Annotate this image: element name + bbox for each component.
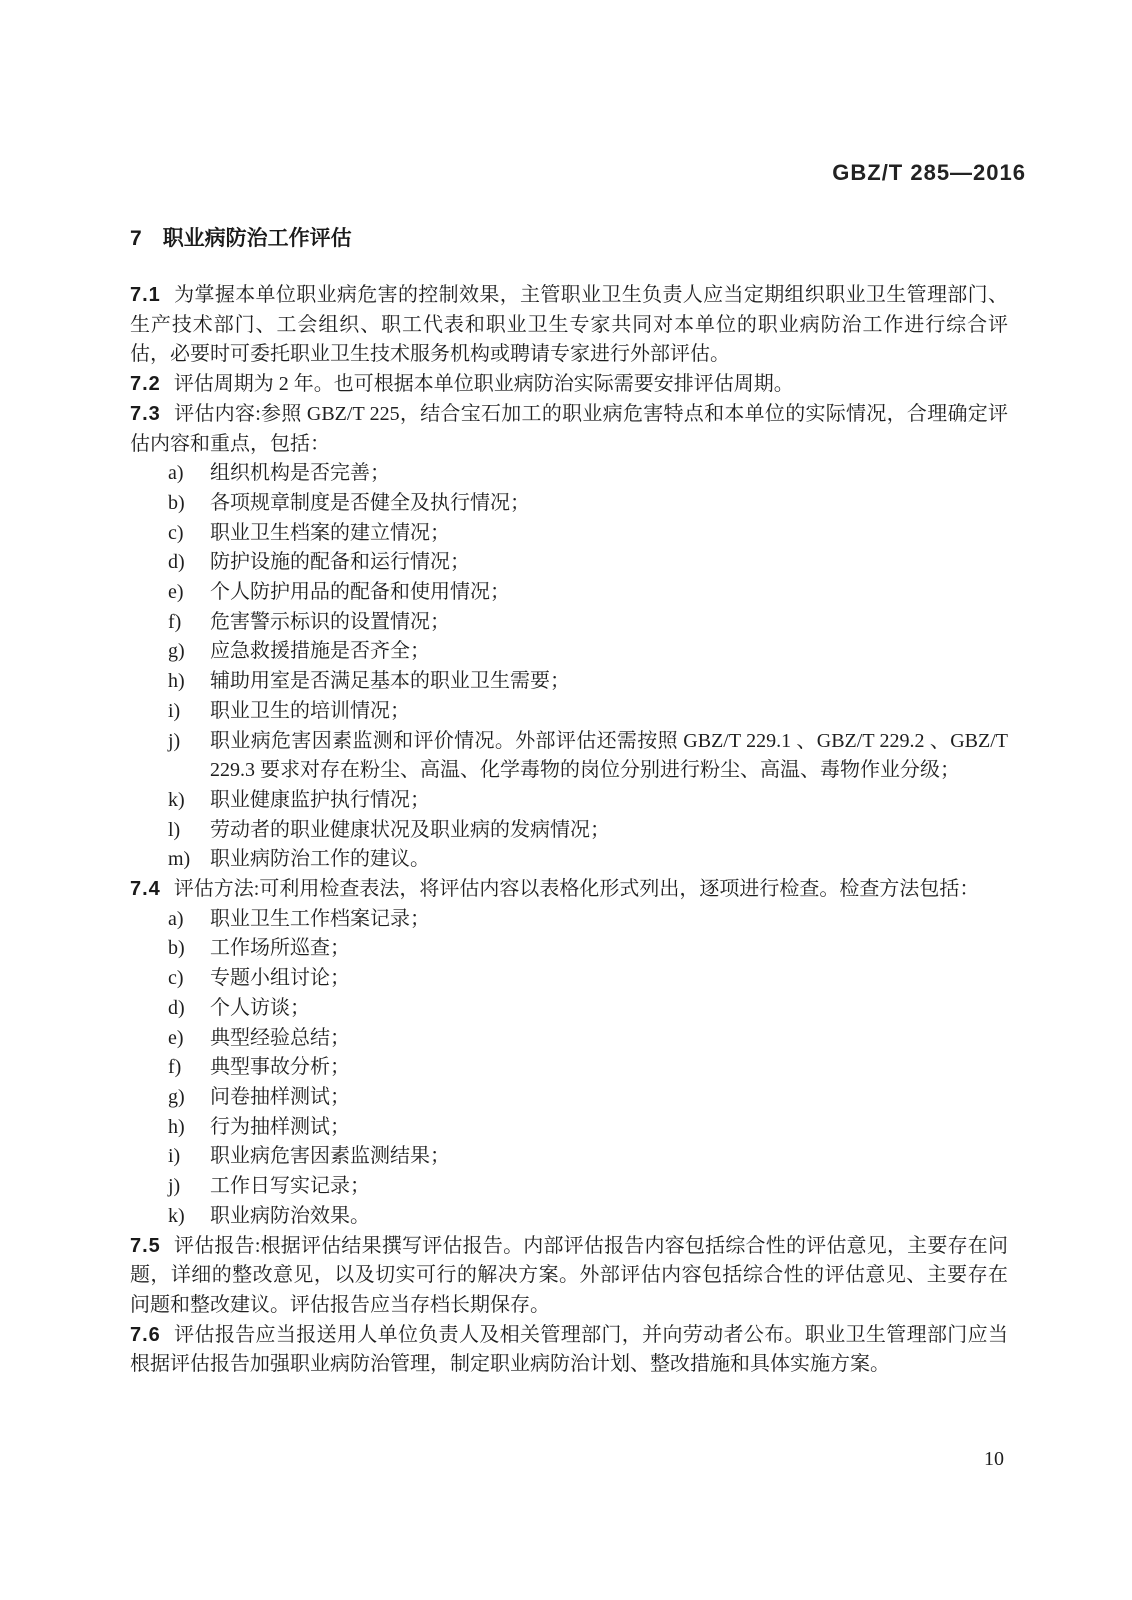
list-item-text: 组织机构是否完善；	[210, 462, 390, 485]
list-item-text: 职业病危害因素监测和评价情况。外部评估还需按照 GBZ/T 229.1 、GBZ/T 229.2 、GBZ/T 229.3 要求对存在粉尘、高温、化学毒物的岗位分别进行粉尘、高温、毒物作业分级；	[210, 729, 1008, 782]
page-number: 10	[984, 1448, 1004, 1470]
clause-7-3-item-l	[130, 816, 1008, 846]
clause-7-4-item-f	[130, 1053, 1008, 1083]
clause-7-3-item-e	[130, 578, 1008, 608]
list-marker: e)	[168, 581, 184, 604]
clause-7-4-item-h	[130, 1113, 1008, 1143]
clause-7-4-item-d	[130, 994, 1008, 1024]
clause-text: 评估方法:可利用检查表法，将评估内容以表格化形式列出，逐项进行检查。检查方法包括：	[173, 878, 980, 901]
clause-7-4-item-b	[130, 934, 1008, 964]
clause-7-4-item-i	[130, 1142, 1008, 1172]
list-marker: a)	[168, 462, 184, 485]
clause-7-3-item-g	[130, 637, 1008, 667]
list-item-text: 问卷抽样测试；	[210, 1085, 350, 1108]
clause-text: 评估周期为 2 年。也可根据本单位职业病防治实际需要安排评估周期。	[173, 373, 794, 396]
list-marker: b)	[168, 937, 185, 960]
list-item-text: 劳动者的职业健康状况及职业病的发病情况；	[210, 818, 610, 841]
list-marker: g)	[168, 1085, 185, 1108]
section-heading	[130, 222, 352, 252]
clause-7-3-item-a	[130, 459, 1008, 489]
list-item-text: 职业病危害因素监测结果；	[210, 1145, 450, 1168]
clause-7-3-item-m	[130, 845, 1008, 875]
list-item-text: 防护设施的配备和运行情况；	[210, 551, 470, 574]
list-item-text: 辅助用室是否满足基本的职业卫生需要；	[210, 670, 570, 693]
clause-7-6	[130, 1321, 1008, 1380]
list-item-text: 职业健康监护执行情况；	[210, 788, 430, 811]
list-item-text: 个人防护用品的配备和使用情况；	[210, 581, 510, 604]
section-title: 职业病防治工作评估	[162, 227, 352, 250]
list-marker: l)	[168, 818, 181, 841]
list-item-text: 个人访谈；	[210, 996, 310, 1019]
clause-content	[130, 281, 1008, 1380]
list-item-text: 各项规章制度是否健全及执行情况；	[210, 491, 530, 514]
clause-7-3-item-k	[130, 786, 1008, 816]
list-item-text: 危害警示标识的设置情况；	[210, 610, 450, 633]
clause-7-4-item-k	[130, 1202, 1008, 1232]
list-marker: f)	[168, 610, 182, 633]
list-marker: c)	[168, 967, 184, 990]
list-item-text: 职业病防治效果。	[210, 1204, 370, 1227]
clause-7-4-item-e	[130, 1024, 1008, 1054]
list-item-text: 职业卫生的培训情况；	[210, 699, 410, 722]
clause-7-3-item-j	[130, 727, 1008, 786]
clause-text: 评估报告:根据评估结果撰写评估报告。内部评估报告内容包括综合性的评估意见，主要存在问题，详细的整改意见，以及切实可行的解决方案。外部评估内容包括综合性的评估意见、主要存在问题和整改建议。评估报告应当存档长期保存。	[130, 1234, 1008, 1316]
clause-text: 评估报告应当报送用人单位负责人及相关管理部门，并向劳动者公布。职业卫生管理部门应当根据评估报告加强职业病防治管理，制定职业病防治计划、整改措施和具体实施方案。	[130, 1323, 1008, 1376]
clause-text: 评估内容:参照 GBZ/T 225，结合宝石加工的职业病危害特点和本单位的实际情况，合理确定评估内容和重点，包括：	[130, 402, 1008, 455]
clause-7-4	[130, 875, 1008, 905]
clause-7-1	[130, 281, 1008, 370]
clause-number: 7.1	[130, 284, 161, 306]
clause-7-3-item-f	[130, 608, 1008, 638]
clause-number: 7.6	[130, 1323, 161, 1346]
list-item-text: 应急救援措施是否齐全；	[210, 640, 430, 663]
list-item-text: 典型事故分析；	[210, 1056, 350, 1079]
clause-7-4-item-c	[130, 964, 1008, 994]
clause-7-3-item-c	[130, 519, 1008, 549]
list-marker: m)	[168, 848, 191, 871]
clause-number: 7.5	[130, 1234, 161, 1257]
clause-7-4-item-j	[130, 1172, 1008, 1202]
list-item-text: 行为抽样测试；	[210, 1115, 350, 1138]
list-marker: h)	[168, 670, 185, 693]
list-item-text: 职业卫生档案的建立情况；	[210, 521, 450, 544]
clause-7-3-item-h	[130, 667, 1008, 697]
section-number: 7	[130, 227, 142, 250]
clause-7-2	[130, 370, 1008, 400]
list-marker: j)	[168, 729, 181, 752]
list-item-text: 职业卫生工作档案记录；	[210, 907, 430, 930]
clause-number: 7.3	[130, 402, 161, 425]
list-marker: g)	[168, 640, 185, 663]
list-marker: b)	[168, 491, 185, 514]
clause-7-3	[130, 400, 1008, 459]
clause-7-5	[130, 1232, 1008, 1321]
clause-7-4-item-g	[130, 1083, 1008, 1113]
list-item-text: 专题小组讨论；	[210, 967, 350, 990]
clause-7-3-item-i	[130, 697, 1008, 727]
list-item-text: 典型经验总结；	[210, 1026, 350, 1049]
list-item-text: 工作日写实记录；	[210, 1175, 370, 1198]
standard-number-header: GBZ/T 285—2016	[832, 160, 1026, 185]
list-marker: j)	[168, 1175, 181, 1198]
clause-7-3-item-b	[130, 489, 1008, 519]
list-marker: a)	[168, 907, 184, 930]
list-item-text: 工作场所巡查；	[210, 937, 350, 960]
list-marker: e)	[168, 1026, 184, 1049]
list-marker: f)	[168, 1056, 182, 1079]
clause-7-3-item-d	[130, 548, 1008, 578]
clause-number: 7.2	[130, 373, 161, 396]
list-marker: i)	[168, 699, 181, 722]
list-marker: d)	[168, 996, 185, 1019]
list-marker: d)	[168, 551, 185, 574]
clause-7-4-item-a	[130, 905, 1008, 935]
list-marker: k)	[168, 1204, 185, 1227]
list-item-text: 职业病防治工作的建议。	[210, 848, 430, 871]
list-marker: k)	[168, 788, 185, 811]
list-marker: h)	[168, 1115, 185, 1138]
list-marker: c)	[168, 521, 184, 544]
clause-text: 为掌握本单位职业病危害的控制效果，主管职业卫生负责人应当定期组织职业卫生管理部门、生产技术部门、工会组织、职工代表和职业卫生专家共同对本单位的职业病防治工作进行综合评估，必要时可委托职业卫生技术服务机构或聘请专家进行外部评估。	[130, 284, 1008, 366]
list-marker: i)	[168, 1145, 181, 1168]
clause-number: 7.4	[130, 878, 161, 901]
